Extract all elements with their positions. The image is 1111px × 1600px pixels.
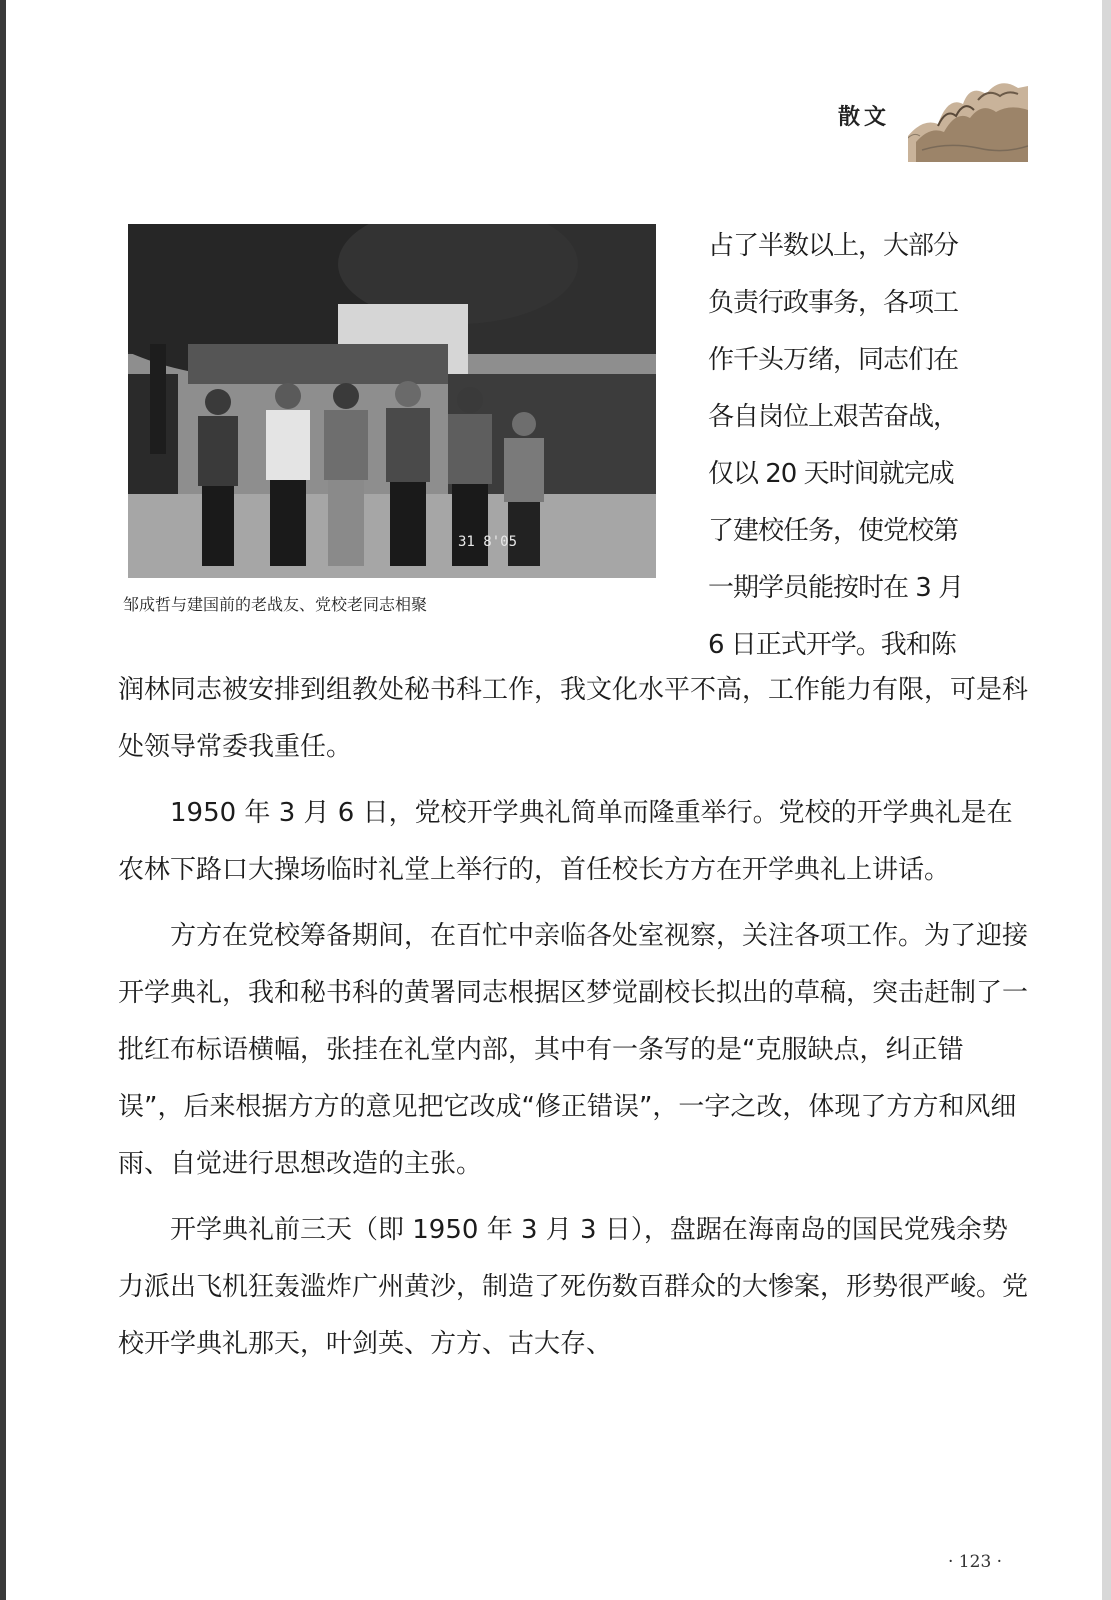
text-line: 了建校任务，使党校第: [708, 516, 959, 546]
section-title: 散文: [838, 104, 891, 130]
wrapped-text-column: [708, 218, 1028, 674]
continuation-paragraph: 润林同志被安排到组教处秘书科工作，我文化水平不高，工作能力有限，可是科处领导常委我重任。: [118, 675, 1029, 762]
text-line: 作千头万绪，同志们在: [708, 345, 959, 375]
text-line: 一期学员能按时在 3 月: [708, 573, 964, 603]
page-number: · 123 ·: [948, 1552, 1003, 1572]
landscape-ornament-icon: [908, 66, 1028, 162]
text-line: 负责行政事务，各项工: [708, 288, 959, 318]
text-line: 各自岗位上艰苦奋战，: [708, 402, 959, 432]
body-paragraph: 方方在党校筹备期间，在百忙中亲临各处室视察，关注各项工作。为了迎接开学典礼，我和秘书科的黄署同志根据区梦觉副校长拟出的草稿，突击赶制了一批红布标语横幅，张挂在礼堂内部，其中有一条写的是“克服缺点，纠正错误”，后来根据方方的意见把它改成“修正错误”，一字之改，体现了方方和风细雨、自觉进行思想改造的主张。: [118, 921, 1029, 1179]
text-line: 占了半数以上，大部分: [708, 231, 959, 261]
scan-right-edge: [1102, 0, 1111, 1600]
text-line: 仅以 20 天时间就完成: [708, 459, 954, 489]
body-paragraph: 开学典礼前三天（即 1950 年 3 月 3 日），盘踞在海南岛的国民党残余势力派出飞机狂轰滥炸广州黄沙，制造了死伤数百群众的大惨案，形势很严峻。党校开学典礼那天，叶剑英、方方、古大存、: [118, 1215, 1029, 1359]
scan-left-edge: [0, 0, 6, 1600]
photo-date-stamp: 31 8'05: [458, 534, 518, 550]
body-paragraph: 1950 年 3 月 6 日，党校开学典礼简单而隆重举行。党校的开学典礼是在农林下路口大操场临时礼堂上举行的，首任校长方方在开学典礼上讲话。: [118, 798, 1013, 885]
group-photo: [128, 224, 656, 578]
main-text-column: [118, 662, 1028, 1373]
text-line: 6 日正式开学。我和陈: [708, 630, 956, 660]
figure-caption: 邹成哲与建国前的老战友、党校老同志相聚: [123, 595, 428, 614]
